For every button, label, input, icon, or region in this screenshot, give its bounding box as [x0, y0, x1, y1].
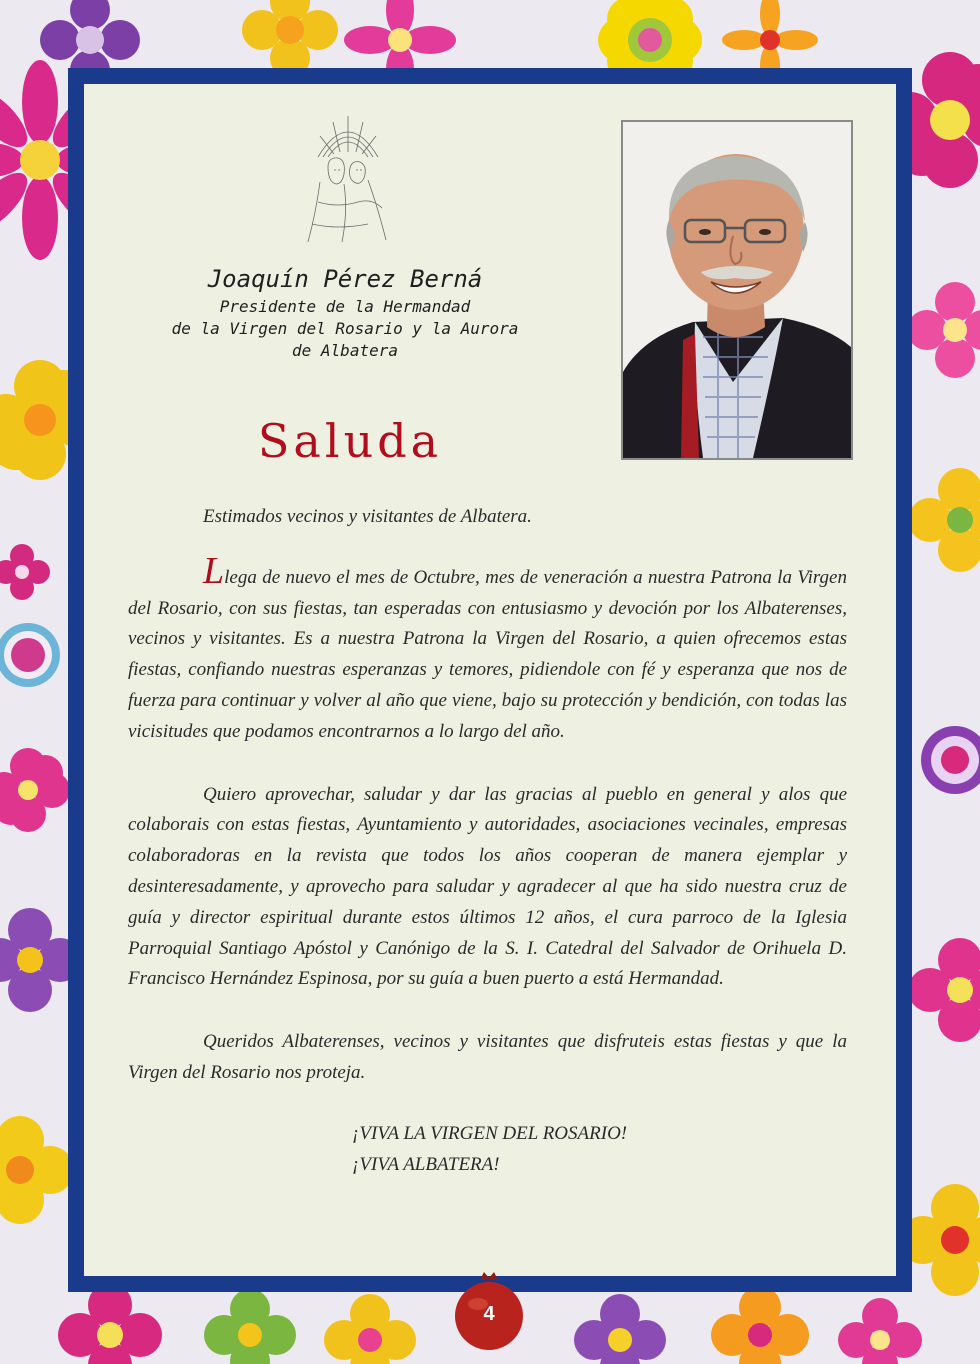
page-number: 4	[483, 1303, 495, 1325]
author-block	[140, 262, 550, 362]
author-name: Joaquín Pérez Berná	[207, 265, 483, 293]
letter-paragraph-2: Quiero aprovechar, saludar y dar las gracias al pueblo en general y alos que colaborais con estas fiestas, Ayuntamiento y autoridades, asociaciones vecinales, empresas colaboradoras en la revista que todos los años cooperan de manera ejemplar y desinteresadamente, y aprovecho para saludar y agradecer al que ha sido nuestra cruz de guía y director espiritual durante estos últimos 12 años, el cura parroco de la Iglesia Parroquial Santiago Apóstol y Canónigo de la S. I. Catedral del Salvador de Orihuela D. Francisco Hernández Espinosa, por su guía a buen puerto a está Hermandad.	[128, 783, 847, 990]
closing-line-1: ¡VIVA LA VIRGEN DEL ROSARIO!	[352, 1122, 628, 1144]
virgin-sketch-illustration	[298, 112, 398, 250]
author-portrait-photo	[621, 120, 853, 460]
letter-paragraph-1-text: lega de nuevo el mes de Octubre, mes de veneración a nuestra Patrona la Virgen del Rosario, con sus fiestas, tan esperadas con entusiasmo y devoción por los Albaterenses, vecinos y visitantes. Es a nuestra Patrona la Virgen del Rosario, a quien ofrecemos estas fiestas, confiando nuestras esperanzas y temores, pidiendole con fé y esperanza que nos de fuerza para continuar y volver al año que viene, bajo su protección y bendición, con todas las vicisitudes que podamos encontrarnos a lo largo del año.	[128, 566, 847, 742]
drop-cap: L	[203, 549, 225, 592]
author-role-line2: de la Virgen del Rosario y la Aurora	[171, 319, 519, 338]
author-role-line3: de Albatera	[292, 341, 398, 360]
closing-line-2: ¡VIVA ALBATERA!	[352, 1153, 500, 1175]
letter-paragraph-3: Queridos Albaterenses, vecinos y visitantes que disfruteis estas fiestas y que la Virgen del Rosario nos proteja.	[128, 1031, 847, 1083]
page-heading: Saluda	[257, 414, 443, 468]
letter-body	[128, 502, 847, 1180]
letter-greeting: Estimados vecinos y visitantes de Albatera.	[203, 506, 532, 527]
author-role-line1: Presidente de la Hermandad	[219, 297, 471, 316]
letter-paragraph-1	[128, 549, 847, 748]
